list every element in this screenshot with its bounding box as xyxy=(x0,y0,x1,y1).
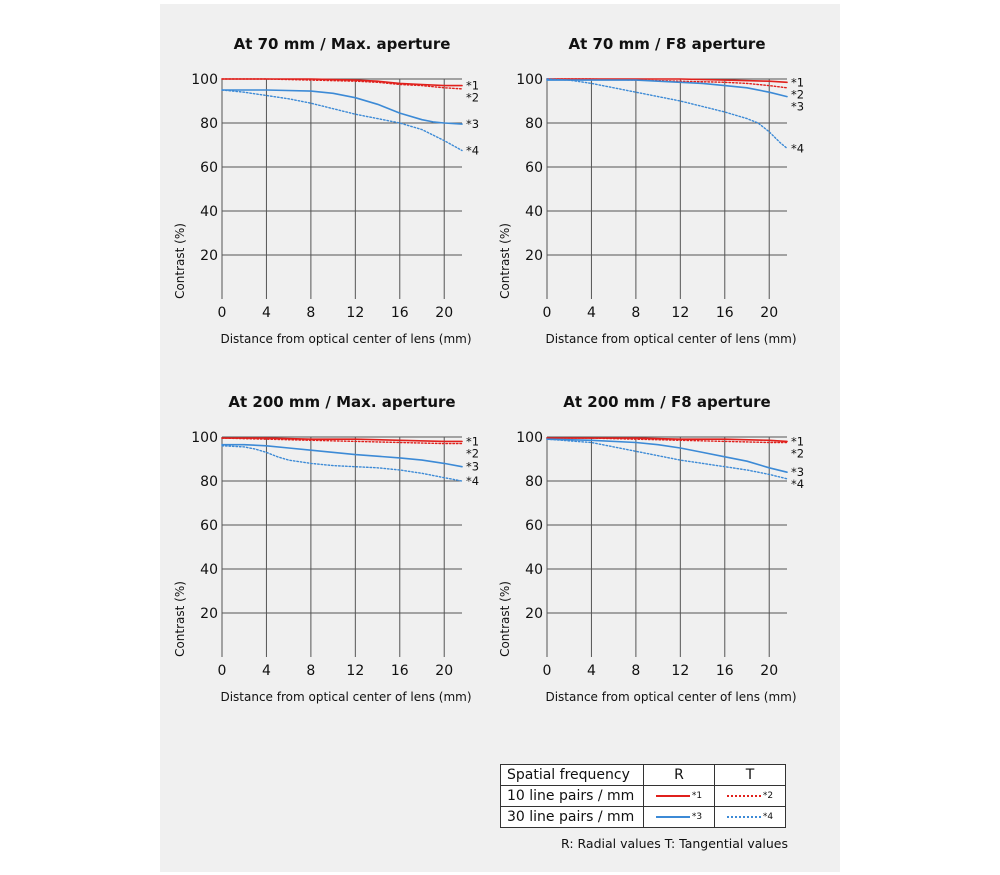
y-tick-label: 100 xyxy=(191,72,218,88)
legend-swatch-r3 xyxy=(644,807,715,828)
x-tick-label: 20 xyxy=(760,663,779,679)
swatch-blue-dotted xyxy=(727,816,761,818)
x-tick-label: 20 xyxy=(435,305,454,321)
y-tick-label: 80 xyxy=(200,474,218,490)
swatch-red-dotted xyxy=(727,795,761,797)
x-tick-label: 16 xyxy=(390,305,409,321)
x-tick-label: 8 xyxy=(631,663,641,679)
y-axis-label: Contrast (%) xyxy=(498,581,512,657)
x-tick-label: 12 xyxy=(346,663,365,679)
legend-row-label: 30 line pairs / mm xyxy=(501,807,644,828)
legend-table xyxy=(500,764,786,828)
y-tick-label: 40 xyxy=(200,562,218,578)
x-tick-label: 8 xyxy=(306,663,316,679)
x-tick-label: 4 xyxy=(261,663,271,679)
x-axis-label: Distance from optical center of lens (mm) xyxy=(220,690,472,704)
swatch-tag: *1 xyxy=(691,791,703,801)
series-line-1 xyxy=(222,79,462,86)
x-axis-label: Distance from optical center of lens (mm) xyxy=(545,332,797,346)
x-tick-label: 0 xyxy=(217,305,227,321)
x-tick-label: 12 xyxy=(671,305,690,321)
legend-swatch-t1 xyxy=(715,786,786,807)
series-line-3 xyxy=(222,90,462,124)
series-label: *2 xyxy=(466,90,480,105)
series-line-4 xyxy=(547,439,787,479)
x-tick-label: 16 xyxy=(715,305,734,321)
x-tick-label: 8 xyxy=(631,305,641,321)
y-tick-label: 60 xyxy=(200,160,218,176)
chart-title: At 70 mm / Max. aperture xyxy=(233,35,451,53)
legend-swatch-r1 xyxy=(644,786,715,807)
x-axis-label: Distance from optical center of lens (mm) xyxy=(545,690,797,704)
y-tick-label: 80 xyxy=(525,116,543,132)
legend-header-r: R xyxy=(644,765,715,786)
y-tick-label: 80 xyxy=(525,474,543,490)
y-tick-label: 20 xyxy=(200,606,218,622)
legend-header-t: T xyxy=(715,765,786,786)
mtf-chart-2 xyxy=(487,29,817,349)
swatch-red-solid xyxy=(656,795,690,797)
x-tick-label: 12 xyxy=(671,663,690,679)
y-tick-label: 20 xyxy=(200,248,218,264)
y-axis-label: Contrast (%) xyxy=(173,223,187,299)
y-tick-label: 60 xyxy=(525,160,543,176)
series-label: *3 xyxy=(791,99,805,114)
y-tick-label: 80 xyxy=(200,116,218,132)
x-tick-label: 4 xyxy=(586,305,596,321)
x-tick-label: 8 xyxy=(306,305,316,321)
chart-title: At 200 mm / F8 aperture xyxy=(563,393,771,411)
y-tick-label: 100 xyxy=(516,72,543,88)
x-tick-label: 4 xyxy=(261,305,271,321)
series-label: *1 xyxy=(791,75,805,90)
series-label: *4 xyxy=(466,143,480,158)
y-tick-label: 100 xyxy=(191,430,218,446)
series-label: *2 xyxy=(466,446,480,461)
series-label: *1 xyxy=(466,78,480,93)
y-tick-label: 40 xyxy=(525,204,543,220)
series-label: *4 xyxy=(791,477,805,492)
x-tick-label: 12 xyxy=(346,305,365,321)
y-tick-label: 40 xyxy=(525,562,543,578)
x-tick-label: 0 xyxy=(217,663,227,679)
x-tick-label: 16 xyxy=(715,663,734,679)
y-tick-label: 40 xyxy=(200,204,218,220)
y-tick-label: 20 xyxy=(525,248,543,264)
mtf-chart-4 xyxy=(487,387,817,707)
series-label: *1 xyxy=(791,434,805,449)
series-line-3 xyxy=(222,445,462,467)
legend-header-label: Spatial frequency xyxy=(501,765,644,786)
x-tick-label: 20 xyxy=(760,305,779,321)
y-axis-label: Contrast (%) xyxy=(173,581,187,657)
series-line-4 xyxy=(222,446,462,481)
x-tick-label: 0 xyxy=(542,663,552,679)
series-label: *2 xyxy=(791,446,805,461)
swatch-blue-solid xyxy=(656,816,690,818)
legend-row-30lp xyxy=(501,807,786,828)
swatch-tag: *4 xyxy=(762,812,774,822)
series-label: *1 xyxy=(466,434,480,449)
x-tick-label: 16 xyxy=(390,663,409,679)
swatch-tag: *3 xyxy=(691,812,703,822)
legend-header-row xyxy=(501,765,786,786)
series-label: *4 xyxy=(466,474,480,488)
y-tick-label: 20 xyxy=(525,606,543,622)
x-tick-label: 20 xyxy=(435,663,454,679)
series-label: *4 xyxy=(791,141,805,156)
y-tick-label: 60 xyxy=(200,518,218,534)
legend-note: R: Radial values T: Tangential values xyxy=(561,836,788,851)
legend-swatch-t3 xyxy=(715,807,786,828)
x-tick-label: 4 xyxy=(586,663,596,679)
series-label: *3 xyxy=(466,459,480,474)
mtf-chart-1 xyxy=(162,29,492,349)
y-tick-label: 100 xyxy=(516,430,543,446)
swatch-tag: *2 xyxy=(762,791,774,801)
series-label: *3 xyxy=(791,465,805,480)
y-tick-label: 60 xyxy=(525,518,543,534)
series-label: *3 xyxy=(466,117,480,132)
y-axis-label: Contrast (%) xyxy=(498,223,512,299)
series-line-3 xyxy=(547,439,787,472)
chart-title: At 70 mm / F8 aperture xyxy=(568,35,766,53)
series-label: *2 xyxy=(791,87,805,102)
mtf-chart-3 xyxy=(162,387,492,707)
legend-row-label: 10 line pairs / mm xyxy=(501,786,644,807)
chart-title: At 200 mm / Max. aperture xyxy=(228,393,456,411)
legend-row-10lp xyxy=(501,786,786,807)
x-axis-label: Distance from optical center of lens (mm) xyxy=(220,332,472,346)
x-tick-label: 0 xyxy=(542,305,552,321)
